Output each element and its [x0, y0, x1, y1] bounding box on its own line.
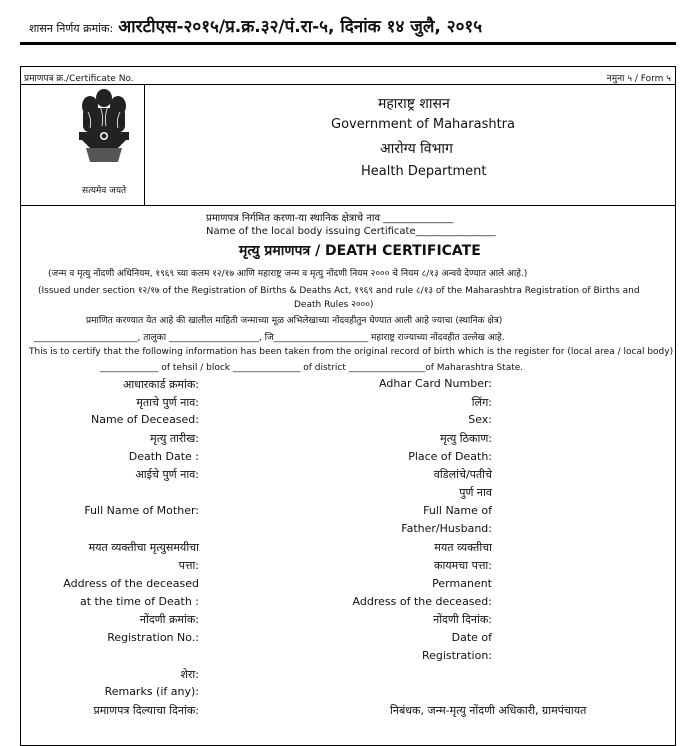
registrar-signature-label: निबंधक, जन्म-मृत्यु नोंदणी अधिकारी, ग्रामपंचायत: [390, 704, 587, 717]
field-mother-name: Full Name of Mother:: [84, 504, 199, 517]
field-father-name-2: Father/Husband:: [401, 522, 492, 535]
field-death-date: Death Date :: [128, 450, 199, 463]
field-registration-date-1: Date of: [451, 631, 492, 644]
certify-marathi-1: प्रमाणित करण्यात येत आहे की खालील माहिती जन्माच्या मूळ अभिलेखाच्या नोंदवहीतुन घेण्यात आली आहे ज्याचा (स्थानिक क्षेत्र): [86, 316, 503, 326]
field-death-date-marathi: मृत्यु तारीख:: [150, 432, 199, 445]
certificate-title: मृत्यु प्रमाणपत्र / DEATH CERTIFICATE: [239, 243, 481, 259]
lion-capital-icon: [70, 86, 138, 176]
field-address-marathi-2: पत्ता:: [178, 559, 199, 572]
gov-english: Government of Maharashtra: [331, 117, 515, 132]
certify-english-1: This is to certify that the following information has been taken from the original record of birth which is the register for (local area / local body): [29, 347, 674, 357]
act-english-2: Death Rules २०००): [294, 300, 374, 310]
field-remarks-marathi: शेरा:: [180, 668, 199, 681]
field-remarks: Remarks (if any):: [104, 685, 199, 698]
gr-number: आरटीएस-२०१५/प्र.क्र.३२/पं.रा-५, दिनांक १४ जुलै, २०१५: [118, 17, 483, 37]
field-permanent-address-1: Permanent: [432, 577, 492, 590]
field-father-name-1: Full Name of: [423, 504, 492, 517]
field-father-name-marathi-1: वडिलांचे/पतीचे: [433, 468, 492, 481]
field-sex: Sex:: [468, 413, 492, 426]
form-no: नमुना ५ / Form ५: [606, 74, 671, 84]
field-permanent-address-marathi-1: मयत व्यक्तीचा: [434, 541, 492, 554]
state-emblem: [70, 86, 138, 176]
field-issue-date-marathi: प्रमाणपत्र दिल्याचा दिनांक:: [93, 704, 199, 717]
act-marathi: (जन्म व मृत्यु नोंदणी अधिनियम, १९६९ च्या कलम १२/१७ आणि महाराष्ट्र जन्म व मृत्यु नोंदणी नियम २००० चे नियम ८/१३ अन्वये देण्यात आले आहे.): [48, 269, 528, 279]
field-death-place: Place of Death:: [408, 450, 492, 463]
gr-prefix: शासन निर्णय क्रमांक:: [29, 22, 114, 35]
certify-english-2: _____________ of tehsil / block _______________ of district _________________of Maharashtra State.: [100, 363, 524, 373]
field-permanent-address-2: Address of the deceased:: [352, 595, 492, 608]
gov-marathi: महाराष्ट्र शासन: [378, 96, 450, 112]
field-deceased-name-marathi: मृताचे पुर्ण नाव:: [136, 396, 199, 409]
field-aadhar: Adhar Card Number:: [379, 377, 492, 390]
field-father-name-marathi-2: पुर्ण नाव: [459, 486, 492, 499]
field-permanent-address-marathi-2: कायमचा पत्ता:: [434, 559, 492, 572]
field-death-place-marathi: मृत्यु ठिकाण:: [440, 432, 492, 445]
header-rule: [20, 42, 676, 45]
field-registration-no: Registration No.:: [107, 631, 199, 644]
field-aadhar-marathi: आधारकार्ड क्रमांक:: [122, 378, 199, 391]
certificate-no-label: प्रमाणपत्र क्र./Certificate No.: [24, 74, 134, 84]
issuing-body-marathi: प्रमाणपत्र निर्गमित करणा-या स्थानिक क्षेत्राचे नाव ______________: [206, 213, 454, 224]
field-deceased-name: Name of Deceased:: [90, 413, 199, 426]
field-address-marathi-1: मयत व्यक्तीचा मृत्युसमयीचा: [88, 541, 199, 554]
emblem-motto: सत्यमेव जयते: [82, 186, 127, 196]
frame-rule-2: [20, 205, 676, 206]
field-address-2: at the time of Death :: [79, 595, 199, 608]
frame-rule-1: [20, 84, 676, 85]
field-address-1: Address of the deceased: [63, 577, 199, 590]
dept-english: Health Department: [361, 164, 487, 179]
field-registration-date-2: Registration:: [421, 649, 492, 662]
emblem-divider: [144, 84, 145, 205]
field-registration-date-marathi: नोंदणी दिनांक:: [433, 613, 492, 626]
field-registration-no-marathi: नोंदणी क्रमांक:: [139, 613, 199, 626]
field-sex-marathi: लिंग:: [471, 396, 492, 409]
certify-marathi-2: _______________________, तालुका ____________________, जि_____________________ महाराष्ट्र राज्याच्या नोंदवहीत उल्लेख आहे.: [34, 333, 505, 343]
field-mother-name-marathi: आईचे पुर्ण नाव:: [135, 468, 199, 481]
dept-marathi: आरोग्य विभाग: [380, 141, 453, 157]
issuing-body-english: Name of the local body issuing Certificate________________: [206, 226, 496, 237]
gr-header: [29, 14, 482, 37]
act-english-1: (Issued under section १२/१७ of the Registration of Births & Deaths Act, १९६९ and rule ८/१३ of the Maharashtra Registration of Births and: [38, 286, 640, 296]
